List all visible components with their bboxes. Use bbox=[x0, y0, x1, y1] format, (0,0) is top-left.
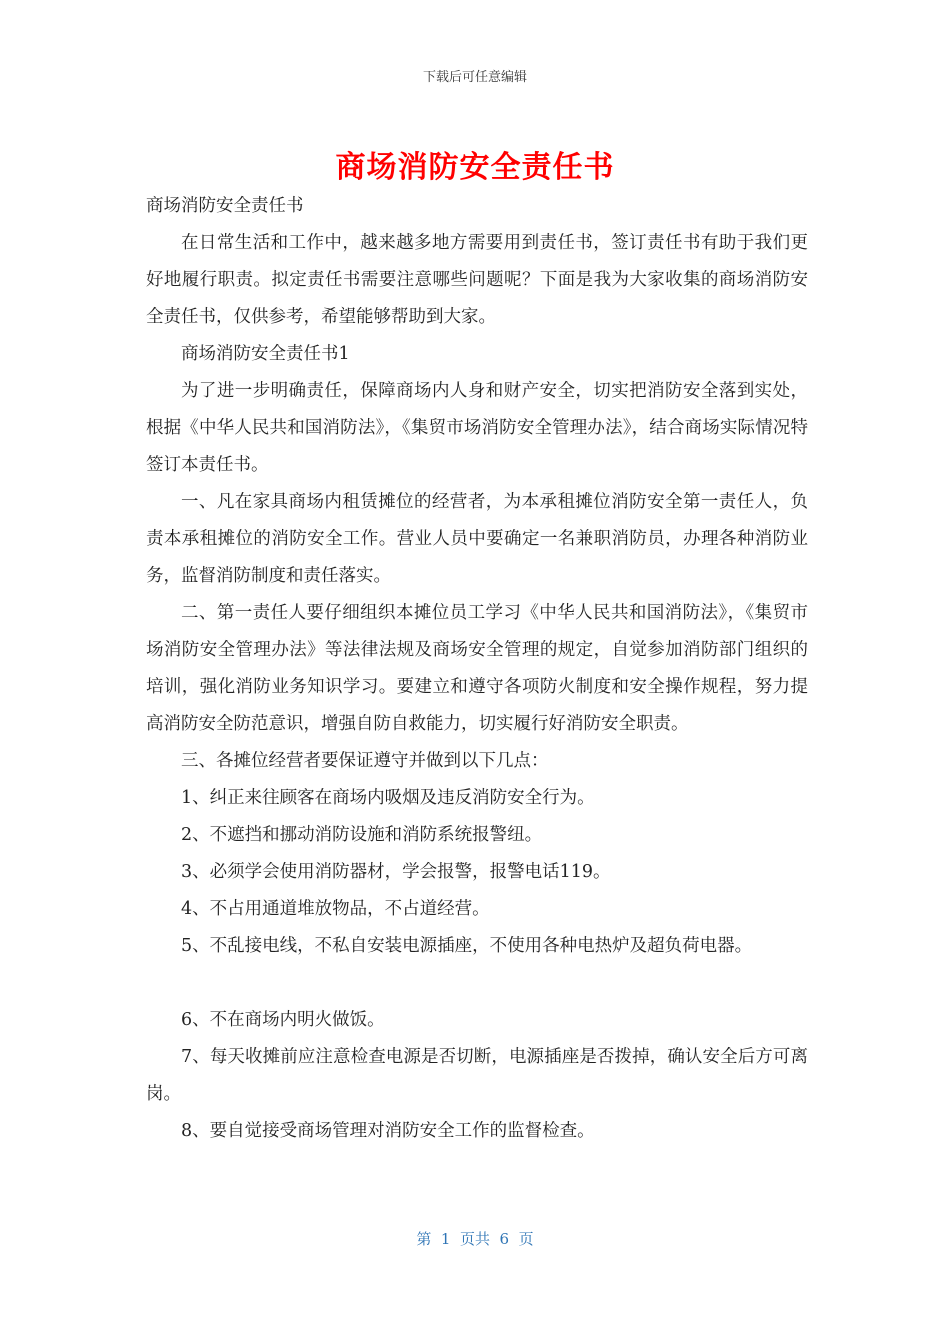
section-heading: 商场消防安全责任书1 bbox=[181, 344, 350, 364]
clause-three: 三、各摊位经营者要保证遵守并做到以下几点： bbox=[181, 751, 549, 771]
document-title: 商场消防安全责任书 bbox=[335, 150, 615, 185]
list-item: 8、要自觉接受商场管理对消防安全工作的监督检查。 bbox=[181, 1121, 595, 1141]
list-item: 6、不在商场内明火做饭。 bbox=[181, 1010, 385, 1030]
document-subtitle: 商场消防安全责任书 bbox=[146, 196, 304, 216]
document-body bbox=[146, 188, 808, 1150]
paragraph-intro: 在日常生活和工作中，越来越多地方需要用到责任书，签订责任书有助于我们更好地履行职责。拟定责任书需要注意哪些问题呢？下面是我为大家收集的商场消防安全责任书，仅供参考，希望能够帮助到大家。 bbox=[146, 233, 808, 327]
list-item: 5、不乱接电线，不私自安装电源插座，不使用各种电热炉及超负荷电器。 bbox=[181, 936, 753, 956]
list-item: 3、必须学会使用消防器材，学会报警，报警电话119。 bbox=[181, 862, 611, 882]
blank-line bbox=[146, 965, 808, 1002]
paragraph-purpose: 为了进一步明确责任，保障商场内人身和财产安全，切实把消防安全落到实处，根据《中华人民共和国消防法》，《集贸市场消防安全管理办法》，结合商场实际情况特签订本责任书。 bbox=[146, 381, 808, 475]
list-item: 7、每天收摊前应注意检查电源是否切断，电源插座是否拨掉，确认安全后方可离岗。 bbox=[146, 1047, 808, 1104]
clause-one: 一、凡在家具商场内租赁摊位的经营者，为本承租摊位消防安全第一责任人，负责本承租摊位的消防安全工作。营业人员中要确定一名兼职消防员，办理各种消防业务，监督消防制度和责任落实。 bbox=[146, 492, 808, 586]
list-item: 2、不遮挡和挪动消防设施和消防系统报警纽。 bbox=[181, 825, 543, 845]
list-item: 1、纠正来往顾客在商场内吸烟及违反消防安全行为。 bbox=[181, 788, 595, 808]
clause-two: 二、第一责任人要仔细组织本摊位员工学习《中华人民共和国消防法》，《集贸市场消防安全管理办法》等法律法规及商场安全管理的规定，自觉参加消防部门组织的培训，强化消防业务知识学习。要建立和遵守各项防火制度和安全操作规程，努力提高消防安全防范意识，增强自防自救能力，切实履行好消防安全职责。 bbox=[146, 603, 808, 734]
list-item: 4、不占用通道堆放物品，不占道经营。 bbox=[181, 899, 490, 919]
page-number: 第 1 页共 6 页 bbox=[416, 1230, 534, 1248]
header-note: 下载后可任意编辑 bbox=[422, 70, 527, 85]
